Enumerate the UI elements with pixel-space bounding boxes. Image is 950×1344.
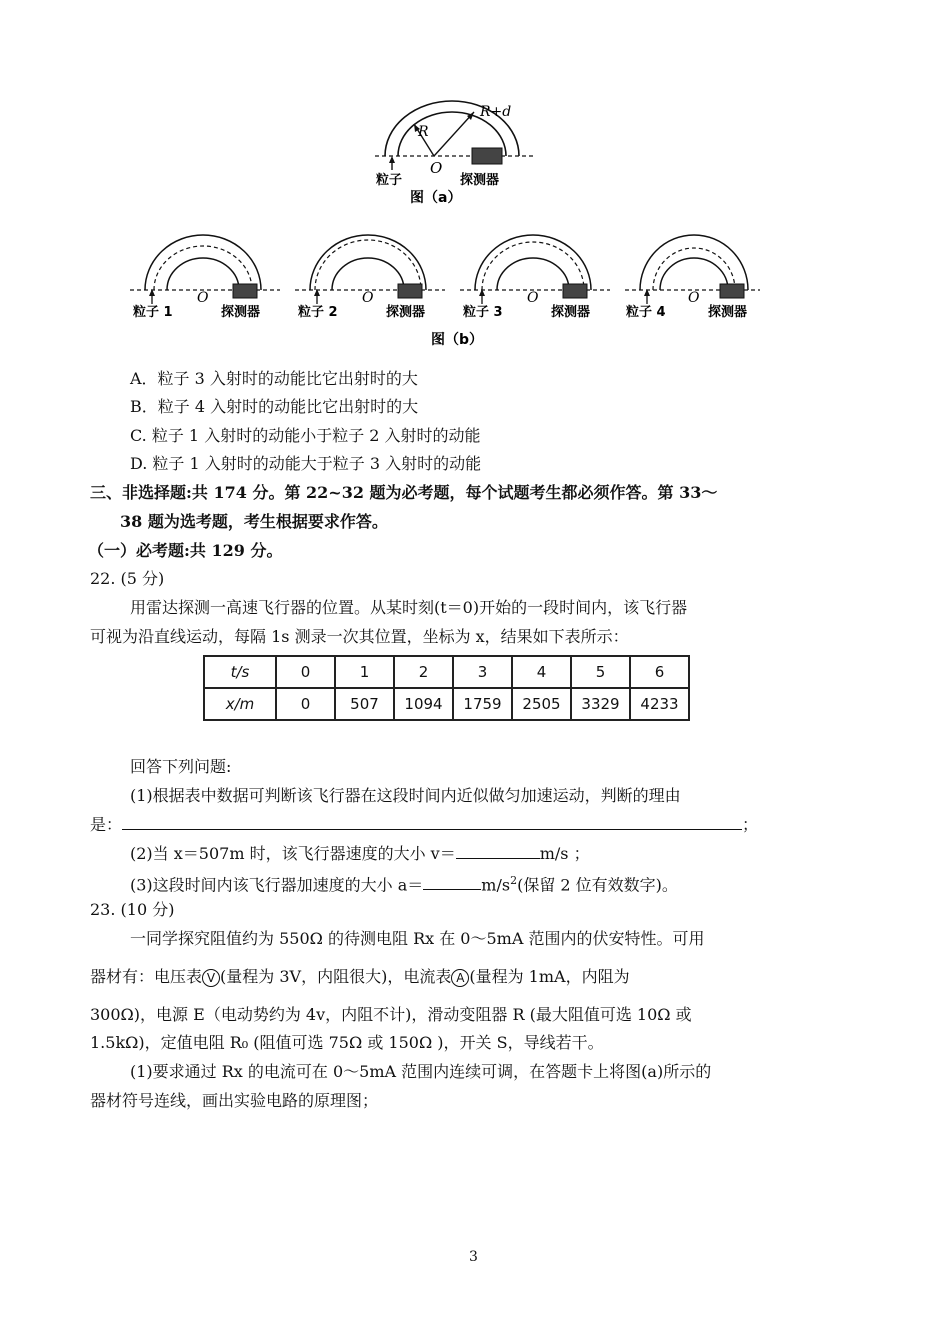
q22-q1b-line [90,813,758,836]
table-cell: 2505 [512,688,571,720]
label-R-plus-d: R+d [480,104,512,120]
figure-b-panel-4 [625,235,760,320]
panel-3-O: O [527,290,539,306]
figure-a [370,98,540,208]
q22-q1b: 是： [90,815,123,834]
figure-a-caption: 图（a） [410,190,462,206]
panel-2-O: O [362,290,374,306]
figure-b-panel-1 [130,235,280,320]
q22-q3-sup: 2 [510,874,518,887]
section3-line2: 38 题为选考题，考生根据要求作答。 [120,512,388,531]
option-c: C. 粒子 1 入射时的动能小于粒子 2 入射时的动能 [130,426,481,445]
figure-b-caption: 图（b） [431,332,484,348]
q23-q1b: 器材符号连线，画出实验电路的原理图； [90,1091,379,1110]
label-O: O [430,159,443,177]
table-cell: 0 [276,688,335,720]
table-header-t: t/s [204,656,276,688]
q22-q2-line [130,842,590,865]
q22-header: 22. (5 分) [90,569,165,588]
q23-p1: 一同学探究阻值约为 550Ω 的待测电阻 Rx 在 0～5mA 范围内的伏安特性。可用 [130,929,705,948]
panel-4-O: O [688,290,700,306]
q22-answer-intro: 回答下列问题: [130,757,232,776]
table-row [204,656,689,688]
label-detector: 探测器 [460,173,500,188]
figure-b-panel-3 [460,235,610,320]
q22-data-table [203,655,690,721]
table-cell: 2 [394,656,453,688]
q23-p2-pre: 器材有：电压表 [90,967,203,986]
answer-blank-3[interactable] [423,873,481,890]
table-cell: 0 [276,656,335,688]
panel-3-particle: 粒子 3 [463,305,503,320]
q22-q2-post: m/s ； [539,844,590,863]
table-cell: 4 [512,656,571,688]
q22-p1a: 用雷达探测一高速飞行器的位置。从某时刻(t＝0)开始的一段时间内，该飞行器 [130,598,688,617]
option-a: A．粒子 3 入射时的动能比它出射时的大 [130,369,418,388]
answer-blank-2[interactable] [456,842,540,859]
panel-2-detector: 探测器 [386,305,426,320]
section3-sub: （一）必考题:共 129 分。 [88,541,283,560]
label-particle: 粒子 [376,173,403,188]
q23-p4: 1.5kΩ)，定值电阻 R₀ (阻值可选 75Ω 或 150Ω )，开关 S，导线若干。 [90,1033,604,1052]
answer-blank-1[interactable] [122,813,742,830]
ammeter-icon: A [451,969,469,987]
table-cell: 4233 [630,688,689,720]
option-d: D. 粒子 1 入射时的动能大于粒子 3 入射时的动能 [130,454,482,473]
q22-q1-end: ； [742,815,759,834]
q23-q1a: (1)要求通过 Rx 的电流可在 0～5mA 范围内连续可调，在答题卡上将图(a)所示的 [130,1062,712,1081]
q22-q3-post: (保留 2 位有效数字)。 [517,875,678,895]
label-R: R [418,124,429,140]
table-header-x: x/m [204,688,276,720]
q22-q3-pre: (3)这段时间内该飞行器加速度的大小 a＝ [130,875,424,895]
q23-p2-mid: (量程为 3V，内阻很大)，电流表 [220,967,452,986]
figure-b-panel-2 [295,235,445,320]
table-cell: 3329 [571,688,630,720]
q23-p2-post: (量程为 1mA，内阻为 [469,967,630,986]
page-number: 3 [469,1249,478,1265]
table-cell: 3 [453,656,512,688]
q23-p3: 300Ω)，电源 E（电动势约为 4v，内阻不计)，滑动变阻器 R (最大阻值可选 10Ω 或 [90,1005,692,1024]
section3-line1: 三、非选择题:共 174 分。第 22~32 题为必考题，每个试题考生都必须作答。第 33～ [90,483,718,502]
table-cell: 6 [630,656,689,688]
table-cell: 507 [335,688,394,720]
panel-2-particle: 粒子 2 [298,305,338,320]
q22-q1a: (1)根据表中数据可判断该飞行器在这段时间内近似做匀加速运动，判断的理由 [130,786,681,805]
q22-q3-line [130,870,678,896]
table-cell: 1094 [394,688,453,720]
panel-4-detector: 探测器 [708,305,748,320]
q23-p2-line [90,966,630,988]
q22-q3-unit: m/s [481,875,511,895]
table-cell: 1 [335,656,394,688]
q23-header: 23. (10 分) [90,900,175,919]
option-b: B．粒子 4 入射时的动能比它出射时的大 [130,397,419,416]
panel-1-particle: 粒子 1 [133,305,173,320]
table-cell: 5 [571,656,630,688]
table-cell: 1759 [453,688,512,720]
figure-b [125,228,765,353]
q22-q2-pre: (2)当 x＝507m 时，该飞行器速度的大小 v＝ [130,844,456,863]
q22-p1b: 可视为沿直线运动，每隔 1s 测录一次其位置，坐标为 x，结果如下表所示： [90,627,629,646]
voltmeter-icon: V [202,969,220,987]
panel-1-O: O [197,290,209,306]
panel-4-particle: 粒子 4 [626,305,666,320]
panel-3-detector: 探测器 [551,305,591,320]
table-row [204,688,689,720]
panel-1-detector: 探测器 [221,305,261,320]
